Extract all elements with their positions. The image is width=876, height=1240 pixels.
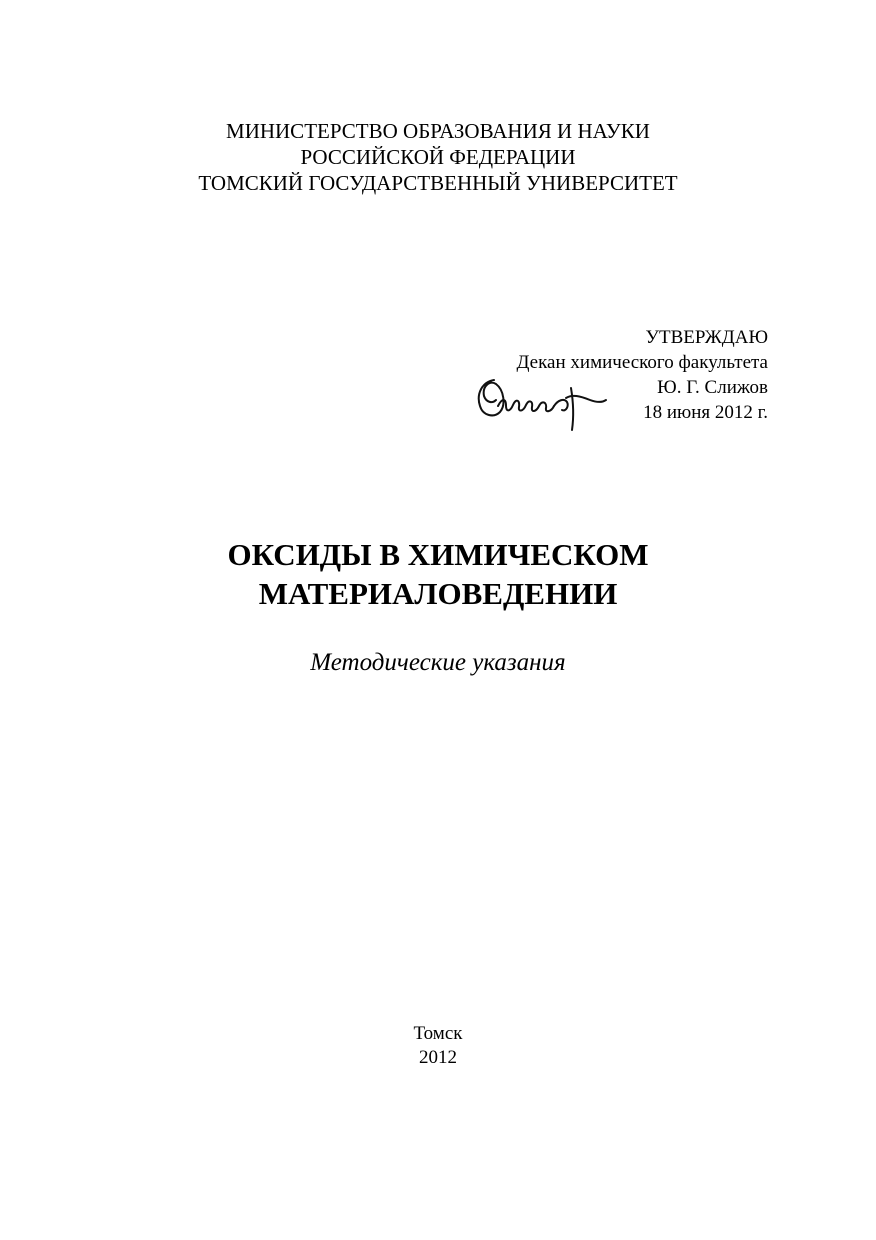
imprint-year: 2012 xyxy=(419,1047,457,1068)
approval-name: Ю. Г. Слижов xyxy=(657,377,768,398)
approval-heading: УТВЕРЖДАЮ xyxy=(645,327,768,348)
approval-position: Декан химического факультета xyxy=(516,352,768,373)
title-line-2: МАТЕРИАЛОВЕДЕНИИ xyxy=(258,576,618,611)
header-line-2: РОССИЙСКОЙ ФЕДЕРАЦИИ xyxy=(300,145,576,169)
ministry-header xyxy=(0,118,876,196)
imprint-city: Томск xyxy=(413,1023,463,1044)
handwritten-signature xyxy=(470,372,610,434)
document-title xyxy=(0,535,876,613)
title-line-1: ОКСИДЫ В ХИМИЧЕСКОМ xyxy=(227,537,649,572)
header-line-3: ТОМСКИЙ ГОСУДАРСТВЕННЫЙ УНИВЕРСИТЕТ xyxy=(198,171,678,195)
document-subtitle: Методические указания xyxy=(310,649,566,676)
approval-date: 18 июня 2012 г. xyxy=(643,402,768,423)
imprint-footer xyxy=(0,1022,876,1070)
header-line-1: МИНИСТЕРСТВО ОБРАЗОВАНИЯ И НАУКИ xyxy=(226,119,650,143)
